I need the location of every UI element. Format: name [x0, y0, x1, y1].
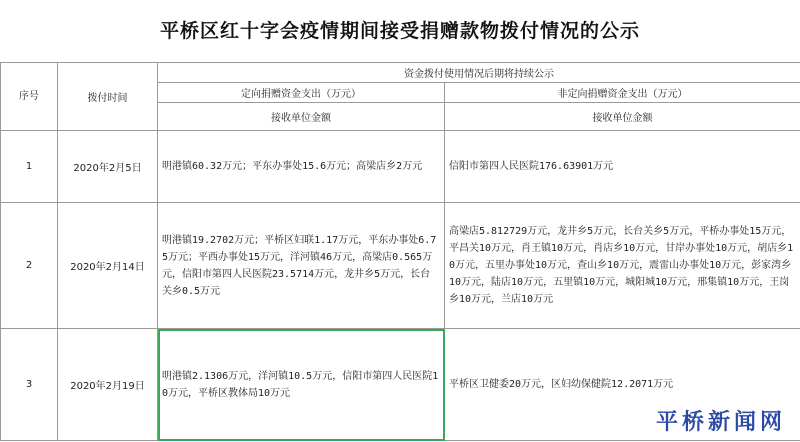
- header-usage-group[interactable]: 资金拨付使用情况后期将持续公示: [158, 63, 800, 83]
- page-title: 平桥区红十字会疫情期间接受捐赠款物拨付情况的公示: [159, 20, 640, 42]
- cell-seq[interactable]: 1: [1, 131, 58, 203]
- cell-non-directed[interactable]: 高梁店5.812729万元，龙井乡5万元，长台关乡5万元，平桥办事处15万元，平昌关10万元，肖王镇10万元，肖店乡10万元，甘岸办事处10万元，胡店乡10万元，五里办事处10万元，查山乡10万元，震雷山办事处10万元，彭家湾乡10万元，陆店10万元，五里镇10万元，城阳城10万元，邢集镇10万元，王岗乡10万元，兰店10万元: [445, 203, 800, 329]
- cell-seq[interactable]: 2: [1, 203, 58, 329]
- disbursement-table: [0, 62, 800, 441]
- cell-non-directed[interactable]: 信阳市第四人民医院176.63901万元: [445, 131, 800, 203]
- header-date[interactable]: 拨付时间: [58, 63, 158, 131]
- cell-date[interactable]: 2020年2月5日: [58, 131, 158, 203]
- header-directed[interactable]: 定向捐赠资金支出（万元）: [158, 83, 445, 103]
- cell-directed[interactable]: 明港镇19.2702万元；平桥区妇联1.17万元，平东办事处6.75万元；平西办事处15万元，洋河镇46万元，高梁店0.565万元，信阳市第四人民医院23.5714万元，龙井乡5万元，长台关乡0.5万元: [158, 203, 445, 329]
- header-recipient-directed[interactable]: 接收单位金额: [158, 103, 445, 131]
- header-non-directed[interactable]: 非定向捐赠资金支出（万元）: [445, 83, 800, 103]
- table-row: [1, 131, 800, 203]
- table-row: [1, 203, 800, 329]
- cell-directed[interactable]: 明港镇60.32万元；平东办事处15.6万元；高梁店乡2万元: [158, 131, 445, 203]
- site-watermark: 平桥新闻网: [655, 409, 786, 435]
- cell-seq[interactable]: 3: [1, 329, 58, 441]
- cell-date[interactable]: 2020年2月14日: [58, 203, 158, 329]
- cell-date[interactable]: 2020年2月19日: [58, 329, 158, 441]
- header-recipient-non-directed[interactable]: 接收单位金额: [445, 103, 800, 131]
- cell-non-directed[interactable]: 平桥区卫健委20万元，区妇幼保健院12.2071万元: [445, 329, 800, 441]
- header-seq[interactable]: 序号: [1, 63, 58, 131]
- cell-directed-selected[interactable]: 明港镇2.1306万元，洋河镇10.5万元，信阳市第四人民医院10万元，平桥区教体局10万元: [158, 329, 445, 441]
